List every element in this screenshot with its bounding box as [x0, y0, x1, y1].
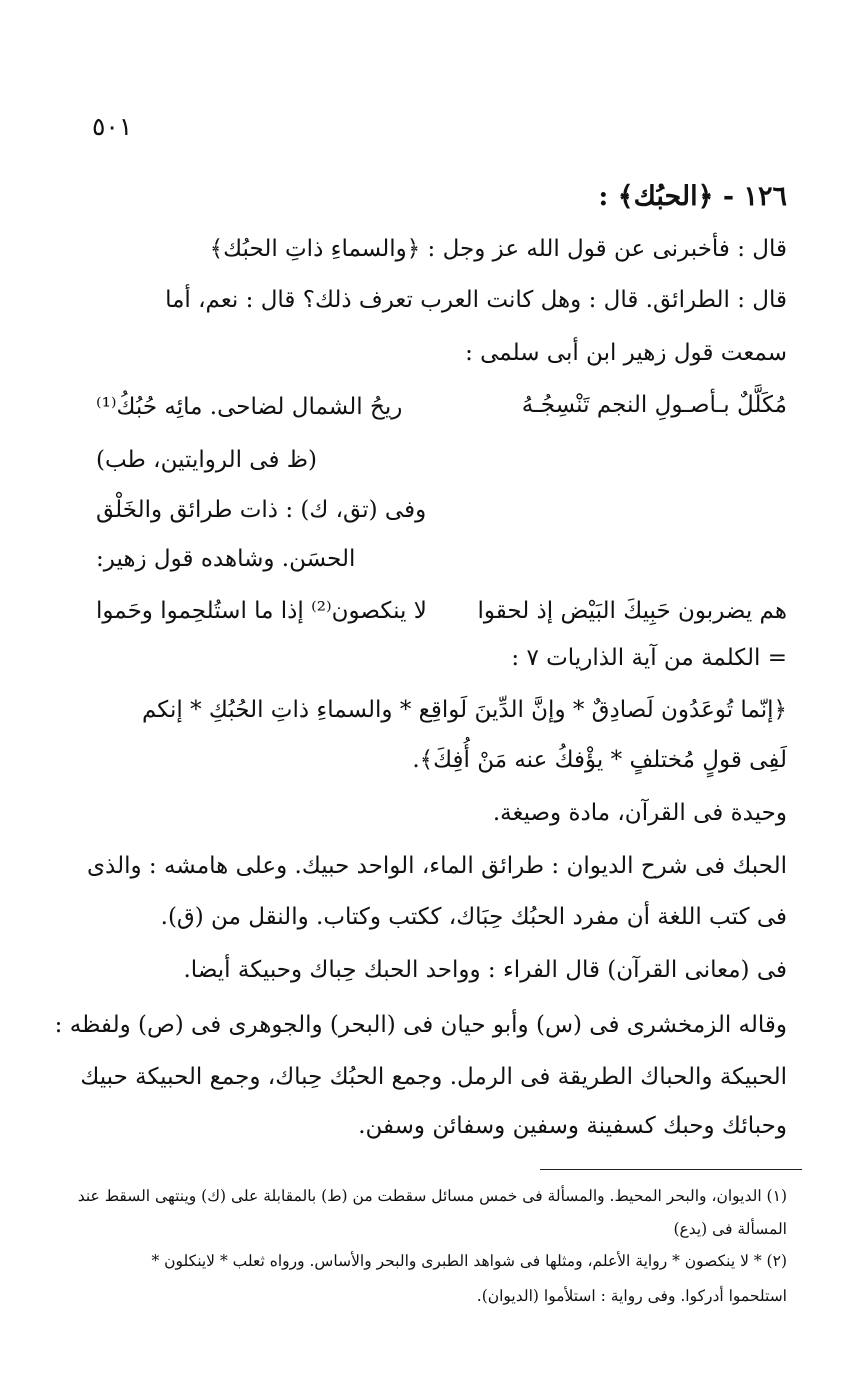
verse-1-first-hemistich: مُكَلَّلٌ بـأصـولِ النجم تَنْسِجُـهُ: [521, 392, 787, 418]
body-line-5: (ظ فى الروايتين، طب): [96, 447, 318, 473]
footnote-1-line-2: المسألة فى (يدع): [673, 1220, 787, 1238]
body-line-9: = الكلمة من آية الذاريات ٧ :: [511, 645, 787, 671]
body-line-13: الحبك فى شرح الديوان : طرائق الماء، الواحد حبيك. وعلى هامشه : والذى: [87, 853, 787, 879]
body-line-12: وحيدة فى القرآن، مادة وصيغة.: [492, 800, 787, 826]
body-line-7: الحسَن. وشاهده قول زهير:: [96, 546, 356, 572]
body-line-1: قال : فأخبرنى عن قول الله عز وجل : ﴿والسماءِ ذاتِ الحبُك﴾: [209, 236, 787, 262]
body-line-17: الحبيكة والحباك الطريقة فى الرمل. وجمع الحبُك حِباك، وجمع الحبيكة حبيك: [80, 1064, 787, 1090]
body-line-6: وفى (تق، ك) : ذات طرائق والخَلْق: [96, 497, 427, 523]
body-line-18: وحبائك وحبك كسفينة وسفين وسفائن وسفن.: [358, 1113, 787, 1139]
verse-1-second-hemistich: ريحُ الشمال لضاحى. مائِه حُبُكُ⁽¹⁾: [96, 394, 403, 420]
verse-2-second-hemistich: لا ينكصون⁽²⁾ إذا ما استُلحِموا وحَموا: [96, 598, 427, 624]
footnote-2-line-1: (٢) * لا ينكصون * رواية الأعلم، ومثلها فى شواهد الطبرى والبحر والأساس. ورواه ثعلب * لاينكلون *: [151, 1252, 787, 1270]
page-number: ٥٠١: [92, 112, 133, 141]
body-line-15: فى (معانى القرآن) قال الفراء : وواحد الحبك حِباك وحبيكة أيضا.: [183, 957, 787, 983]
footnote-2-line-2: استلحموا أدركوا. وفى رواية : استلأموا (الديوان).: [476, 1287, 787, 1305]
entry-heading: ١٢٦ - ﴿الحبُك﴾ :: [598, 181, 787, 212]
footnote-1-line-1: (١) الديوان، والبحر المحيط. والمسألة فى خمس مسائل سقطت من (ط) بالمقابلة على (ك) وينتهى السقط عند: [77, 1187, 787, 1205]
body-line-14: فى كتب اللغة أن مفرد الحبُك حِبَاك، ككتب وكتاب. والنقل من (ق).: [160, 904, 787, 930]
quran-line-1: ﴿إنّما تُوعَدُون لَصادِقٌ * وإنَّ الدِّينَ لَواقِع * والسماءِ ذاتِ الحُبُكِ * إنكم: [141, 697, 787, 723]
quran-line-2: لَفِى قولٍ مُختلفٍ * يؤْفكُ عنه مَنْ أُفِكَ﴾.: [412, 747, 787, 773]
body-line-2: قال : الطرائق. قال : وهل كانت العرب تعرف ذلك؟ قال : نعم، أما: [165, 287, 787, 313]
body-line-16: وقاله الزمخشرى فى (س) وأبو حيان فى (البحر) والجوهرى فى (ص) ولفظه :: [54, 1012, 787, 1038]
verse-2-first-hemistich: هم يضربون حَبِيكَ البَيْض إذ لحقوا: [477, 598, 787, 624]
footnote-separator: [540, 1169, 802, 1170]
body-line-3: سمعت قول زهير ابن أبى سلمى :: [465, 340, 787, 366]
